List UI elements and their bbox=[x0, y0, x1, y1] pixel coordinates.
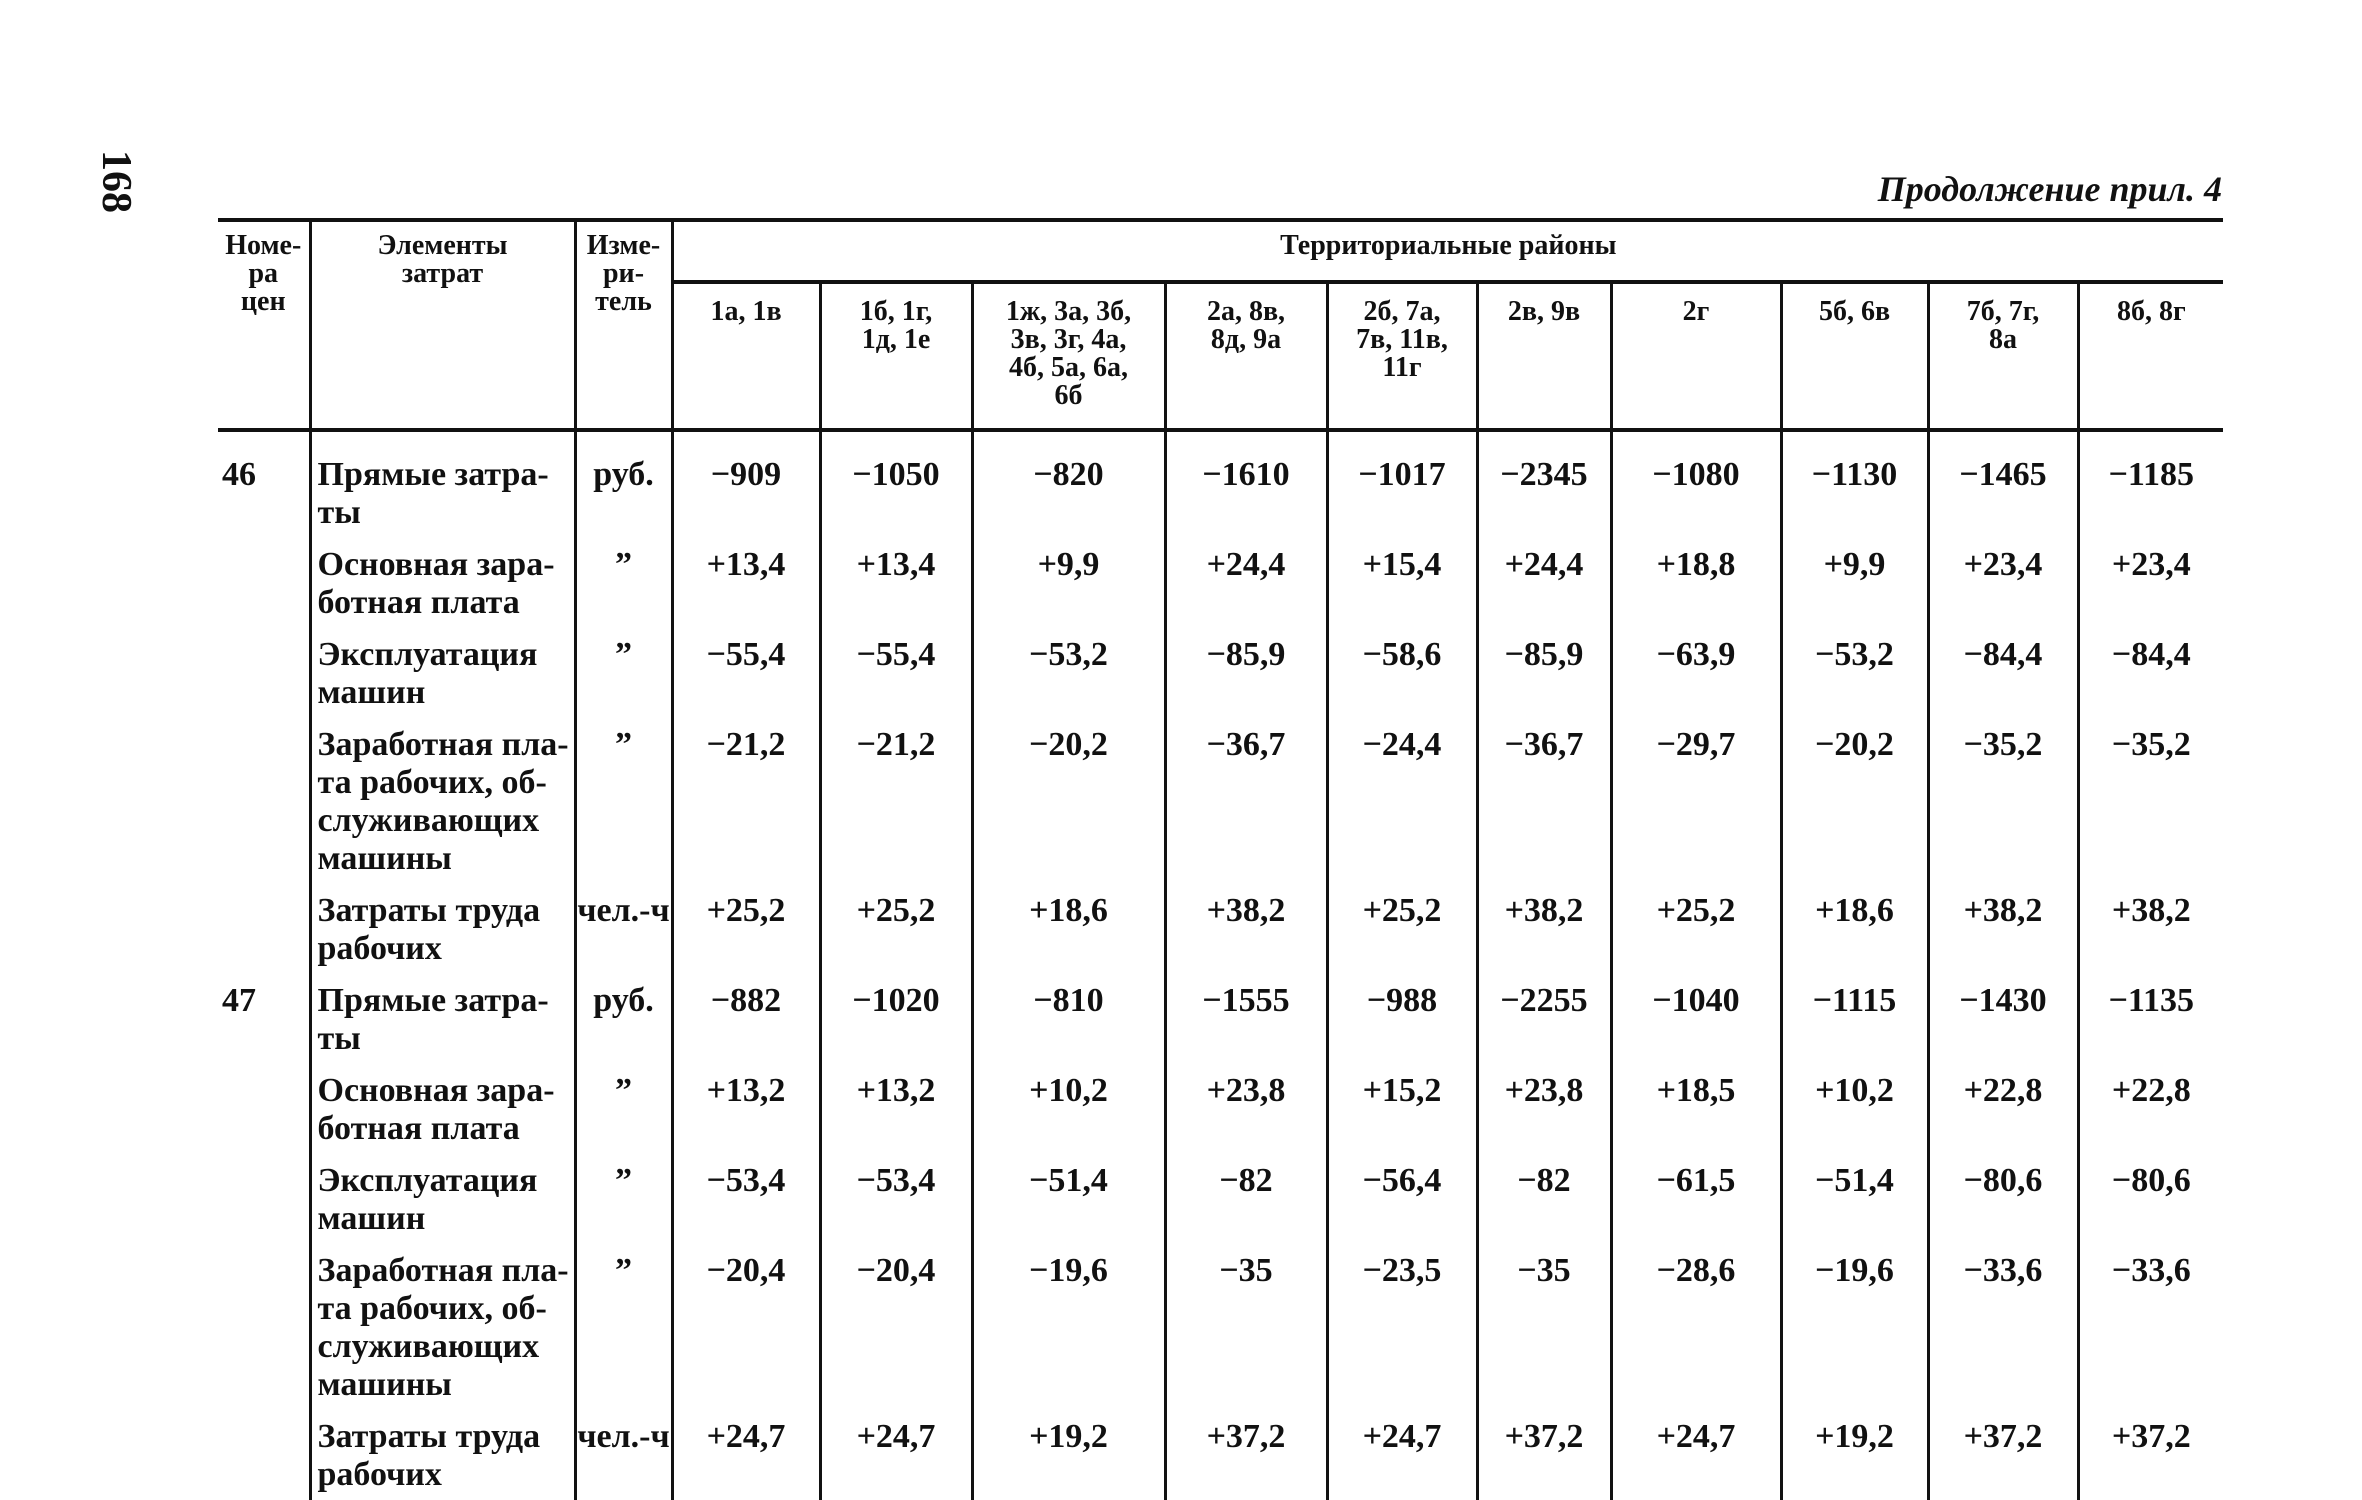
value-cell: −55,4 bbox=[672, 622, 820, 712]
value-cell: −53,2 bbox=[1781, 622, 1928, 712]
cost-element-cell: Заработная пла- та рабочих, об- служивающих машины bbox=[310, 712, 575, 878]
header-region: 7б, 7г, 8а bbox=[1928, 282, 2078, 430]
value-cell: +38,2 bbox=[2111, 892, 2191, 929]
cost-element-cell: Заработная пла- та рабочих, об- служивающих машины bbox=[310, 1238, 575, 1404]
value-cell: −80,6 bbox=[2111, 1162, 2191, 1199]
value-cell: +25,2 bbox=[1611, 878, 1781, 968]
value-cell: −56,4 bbox=[1327, 1148, 1477, 1238]
value-cell: −1135 bbox=[2108, 982, 2195, 1019]
value-cell: +24,7 bbox=[820, 1404, 972, 1500]
value-cell: −35 bbox=[1165, 1238, 1327, 1404]
value-cell: −51,4 bbox=[972, 1148, 1165, 1238]
cost-element-cell: Затраты труда рабочих bbox=[310, 878, 575, 968]
price-number-cell bbox=[218, 532, 310, 622]
value-cell: +9,9 bbox=[1781, 532, 1928, 622]
value-cell: +15,2 bbox=[1327, 1058, 1477, 1148]
value-cell: +24,7 bbox=[1327, 1404, 1477, 1500]
unit-cell: ” bbox=[575, 1058, 672, 1148]
value-cell: −63,9 bbox=[1611, 622, 1781, 712]
value-cell: −1130 bbox=[1781, 442, 1928, 532]
value-cell: +13,2 bbox=[820, 1058, 972, 1148]
header-unit: Изме- ри- тель bbox=[575, 220, 672, 430]
table-row bbox=[218, 1404, 2223, 1500]
value-cell: +37,2 bbox=[2111, 1418, 2191, 1455]
table-row bbox=[218, 878, 2223, 968]
table-row bbox=[218, 532, 2223, 622]
header-region: 5б, 6в bbox=[1781, 282, 1928, 430]
price-number-cell bbox=[218, 1058, 310, 1148]
table-row bbox=[218, 1058, 2223, 1148]
unit-cell: ” bbox=[575, 712, 672, 878]
value-cell: +24,7 bbox=[1611, 1404, 1781, 1500]
value-cell: +24,4 bbox=[1477, 532, 1611, 622]
table-row bbox=[218, 442, 2223, 532]
value-cell: −988 bbox=[1327, 968, 1477, 1058]
price-number-cell: 47 bbox=[218, 968, 310, 1058]
value-cell: −1017 bbox=[1327, 442, 1477, 532]
value-cell: +18,6 bbox=[972, 878, 1165, 968]
value-cell: −810 bbox=[972, 968, 1165, 1058]
table-row bbox=[218, 968, 2223, 1058]
value-cell: −20,4 bbox=[820, 1238, 972, 1404]
value-cell: −882 bbox=[672, 968, 820, 1058]
page-number: 168 bbox=[93, 150, 139, 213]
table-row bbox=[218, 1148, 2223, 1238]
header-region: 2а, 8в, 8д, 9а bbox=[1165, 282, 1327, 430]
header-region: 8б, 8г bbox=[2078, 282, 2223, 430]
value-cell: +13,4 bbox=[820, 532, 972, 622]
value-cell: +38,2 bbox=[1165, 878, 1327, 968]
value-cell: −1430 bbox=[1928, 968, 2078, 1058]
header-region: 2б, 7а, 7в, 11в, 11г bbox=[1327, 282, 1477, 430]
value-cell: −1050 bbox=[820, 442, 972, 532]
cost-element-cell: Прямые затра- ты bbox=[310, 968, 575, 1058]
value-cell: −1115 bbox=[1781, 968, 1928, 1058]
price-number-cell bbox=[218, 878, 310, 968]
price-number-cell bbox=[218, 622, 310, 712]
value-cell: +23,4 bbox=[2111, 546, 2191, 583]
value-cell: −35 bbox=[1477, 1238, 1611, 1404]
header-region: 1а, 1в bbox=[672, 282, 820, 430]
value-cell: +23,8 bbox=[1477, 1058, 1611, 1148]
table-row bbox=[218, 712, 2223, 878]
value-cell: −2345 bbox=[1477, 442, 1611, 532]
value-cell: −21,2 bbox=[820, 712, 972, 878]
value-cell: +24,7 bbox=[672, 1404, 820, 1500]
value-cell: +10,2 bbox=[972, 1058, 1165, 1148]
value-cell: +37,2 bbox=[1928, 1404, 2078, 1500]
unit-cell: чел.-ч bbox=[575, 878, 672, 968]
value-cell: +38,2 bbox=[1477, 878, 1611, 968]
value-cell: −1080 bbox=[1611, 442, 1781, 532]
continuation-title: Продолжение прил. 4 bbox=[1877, 169, 2222, 209]
unit-cell: ” bbox=[575, 532, 672, 622]
value-cell: −80,6 bbox=[1928, 1148, 2078, 1238]
value-cell: −55,4 bbox=[820, 622, 972, 712]
value-cell: +19,2 bbox=[972, 1404, 1165, 1500]
value-cell: +25,2 bbox=[820, 878, 972, 968]
value-cell: +9,9 bbox=[972, 532, 1165, 622]
header-regions-group: Территориальные районы bbox=[672, 220, 2223, 282]
header-region: 1ж, 3а, 3б, 3в, 3г, 4а, 4б, 5а, 6а, 6б bbox=[972, 282, 1165, 430]
cost-element-cell: Прямые затра- ты bbox=[310, 442, 575, 532]
value-cell: −28,6 bbox=[1611, 1238, 1781, 1404]
value-cell: −1555 bbox=[1165, 968, 1327, 1058]
cost-element-cell: Эксплуатация машин bbox=[310, 1148, 575, 1238]
value-cell: +37,2 bbox=[1477, 1404, 1611, 1500]
value-cell: +38,2 bbox=[1928, 878, 2078, 968]
value-cell: −84,4 bbox=[1928, 622, 2078, 712]
value-cell: −35,2 bbox=[1928, 712, 2078, 878]
price-number-cell bbox=[218, 712, 310, 878]
unit-cell: ” bbox=[575, 622, 672, 712]
value-cell: −53,4 bbox=[672, 1148, 820, 1238]
value-cell: −1185 bbox=[2108, 456, 2195, 493]
value-cell: +25,2 bbox=[672, 878, 820, 968]
value-cell: +15,4 bbox=[1327, 532, 1477, 622]
cost-element-cell: Эксплуатация машин bbox=[310, 622, 575, 712]
value-cell: +23,4 bbox=[1928, 532, 2078, 622]
table-row bbox=[218, 1238, 2223, 1404]
value-cell: −1610 bbox=[1165, 442, 1327, 532]
price-number-cell bbox=[218, 1238, 310, 1404]
value-cell: −51,4 bbox=[1781, 1148, 1928, 1238]
value-cell: −23,5 bbox=[1327, 1238, 1477, 1404]
header-elements: Элементы затрат bbox=[310, 220, 575, 430]
value-cell: −35,2 bbox=[2111, 726, 2191, 763]
value-cell: −84,4 bbox=[2111, 636, 2191, 673]
value-cell: −36,7 bbox=[1165, 712, 1327, 878]
header-price-no: Номе- ра цен bbox=[218, 220, 310, 430]
value-cell: −2255 bbox=[1477, 968, 1611, 1058]
unit-cell: ” bbox=[575, 1238, 672, 1404]
value-cell: −1465 bbox=[1928, 442, 2078, 532]
value-cell: +13,4 bbox=[672, 532, 820, 622]
value-cell: −33,6 bbox=[1928, 1238, 2078, 1404]
value-cell: −20,2 bbox=[972, 712, 1165, 878]
value-cell: −909 bbox=[672, 442, 820, 532]
cost-element-cell: Основная зара- ботная плата bbox=[310, 1058, 575, 1148]
value-cell: −53,4 bbox=[820, 1148, 972, 1238]
table-row bbox=[218, 622, 2223, 712]
value-cell: +24,4 bbox=[1165, 532, 1327, 622]
value-cell: −53,2 bbox=[972, 622, 1165, 712]
value-cell: −19,6 bbox=[972, 1238, 1165, 1404]
cost-element-cell: Затраты труда рабочих bbox=[310, 1404, 575, 1500]
unit-cell: руб. bbox=[575, 442, 672, 532]
value-cell: −33,6 bbox=[2111, 1252, 2191, 1289]
value-cell: +22,8 bbox=[1928, 1058, 2078, 1148]
header-region: 2в, 9в bbox=[1477, 282, 1611, 430]
value-cell: +37,2 bbox=[1165, 1404, 1327, 1500]
value-cell: −58,6 bbox=[1327, 622, 1477, 712]
value-cell: +25,2 bbox=[1327, 878, 1477, 968]
value-cell: −61,5 bbox=[1611, 1148, 1781, 1238]
value-cell: −1040 bbox=[1611, 968, 1781, 1058]
value-cell: −1020 bbox=[820, 968, 972, 1058]
unit-cell: ” bbox=[575, 1148, 672, 1238]
value-cell: −20,4 bbox=[672, 1238, 820, 1404]
value-cell: −85,9 bbox=[1477, 622, 1611, 712]
header-region: 1б, 1г, 1д, 1е bbox=[820, 282, 972, 430]
value-cell: +18,8 bbox=[1611, 532, 1781, 622]
value-cell: −20,2 bbox=[1781, 712, 1928, 878]
value-cell: −36,7 bbox=[1477, 712, 1611, 878]
value-cell: −82 bbox=[1165, 1148, 1327, 1238]
value-cell: +13,2 bbox=[672, 1058, 820, 1148]
cost-element-cell: Основная зара- ботная плата bbox=[310, 532, 575, 622]
unit-cell: чел.-ч bbox=[575, 1404, 672, 1500]
value-cell: −24,4 bbox=[1327, 712, 1477, 878]
value-cell: −19,6 bbox=[1781, 1238, 1928, 1404]
price-number-cell bbox=[218, 1404, 310, 1500]
unit-cell: руб. bbox=[575, 968, 672, 1058]
value-cell: −21,2 bbox=[672, 712, 820, 878]
price-number-cell bbox=[218, 1148, 310, 1238]
value-cell: −820 bbox=[972, 442, 1165, 532]
value-cell: +23,8 bbox=[1165, 1058, 1327, 1148]
price-table bbox=[218, 218, 2223, 1500]
value-cell: +18,5 bbox=[1611, 1058, 1781, 1148]
price-number-cell: 46 bbox=[218, 442, 310, 532]
value-cell: +18,6 bbox=[1781, 878, 1928, 968]
value-cell: −85,9 bbox=[1165, 622, 1327, 712]
value-cell: +10,2 bbox=[1781, 1058, 1928, 1148]
value-cell: +22,8 bbox=[2111, 1072, 2191, 1109]
value-cell: −29,7 bbox=[1611, 712, 1781, 878]
header-region: 2г bbox=[1611, 282, 1781, 430]
value-cell: +19,2 bbox=[1781, 1404, 1928, 1500]
value-cell: −82 bbox=[1477, 1148, 1611, 1238]
